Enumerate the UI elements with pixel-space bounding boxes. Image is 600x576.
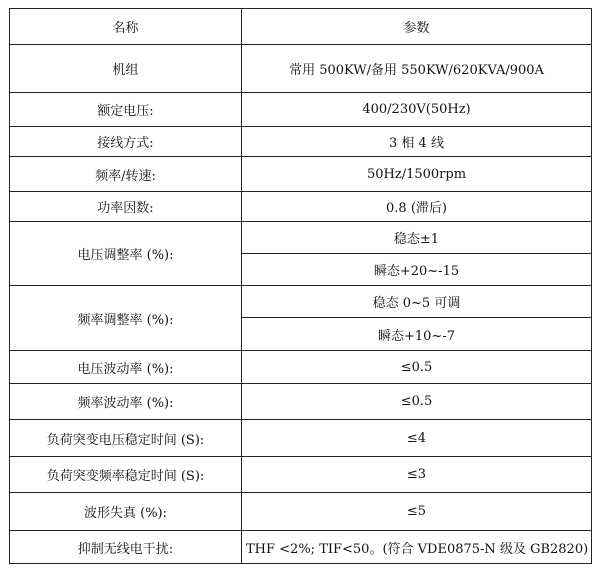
table-row [10,286,592,318]
row-label: 接线方式: [10,127,242,157]
table-row [10,457,592,493]
table-row [10,157,592,192]
table-row [10,222,592,254]
table-row [10,93,592,127]
row-value: ≤0.5 [242,384,592,420]
row-value: 400/230V(50Hz) [242,93,592,127]
row-value: ≤3 [242,457,592,493]
header-param-cell: 参数 [242,9,592,45]
row-value: ≤0.5 [242,351,592,384]
row-value: 50Hz/1500rpm [242,157,592,192]
table-row [10,192,592,222]
row-label: 波形失真 (%): [10,493,242,531]
row-label: 功率因数: [10,192,242,222]
row-label: 额定电压: [10,93,242,127]
table-row [10,420,592,457]
row-label: 频率波动率 (%): [10,384,242,420]
header-row [10,9,592,45]
row-value-steady: 稳态 0~5 可调 [242,286,592,318]
row-value: ≤5 [242,493,592,531]
row-label: 电压波动率 (%): [10,351,242,384]
table-row [10,351,592,384]
row-label: 负荷突变电压稳定时间 (S): [10,420,242,457]
row-label: 机组 [10,45,242,93]
row-value: 3 相 4 线 [242,127,592,157]
table-row [10,493,592,531]
row-value-transient: 瞬态+10~-7 [242,318,592,351]
row-value: 常用 500KW/备用 550KW/620KVA/900A [242,45,592,93]
row-label: 频率调整率 (%): [10,286,242,351]
row-value: ≤4 [242,420,592,457]
table-row [10,531,592,564]
row-value-transient: 瞬态+20~-15 [242,254,592,286]
table-row [10,384,592,420]
row-value-steady: 稳态±1 [242,222,592,254]
row-label: 频率/转速: [10,157,242,192]
row-value: THF <2%; TIF<50。(符合 VDE0875-N 级及 GB2820) [242,531,592,564]
row-label: 电压调整率 (%): [10,222,242,286]
header-name-cell: 名称 [10,9,242,45]
spec-table [9,8,592,564]
table-row [10,45,592,93]
table-row [10,127,592,157]
row-label: 负荷突变频率稳定时间 (S): [10,457,242,493]
row-value: 0.8 (滞后) [242,192,592,222]
row-label: 抑制无线电干扰: [10,531,242,564]
